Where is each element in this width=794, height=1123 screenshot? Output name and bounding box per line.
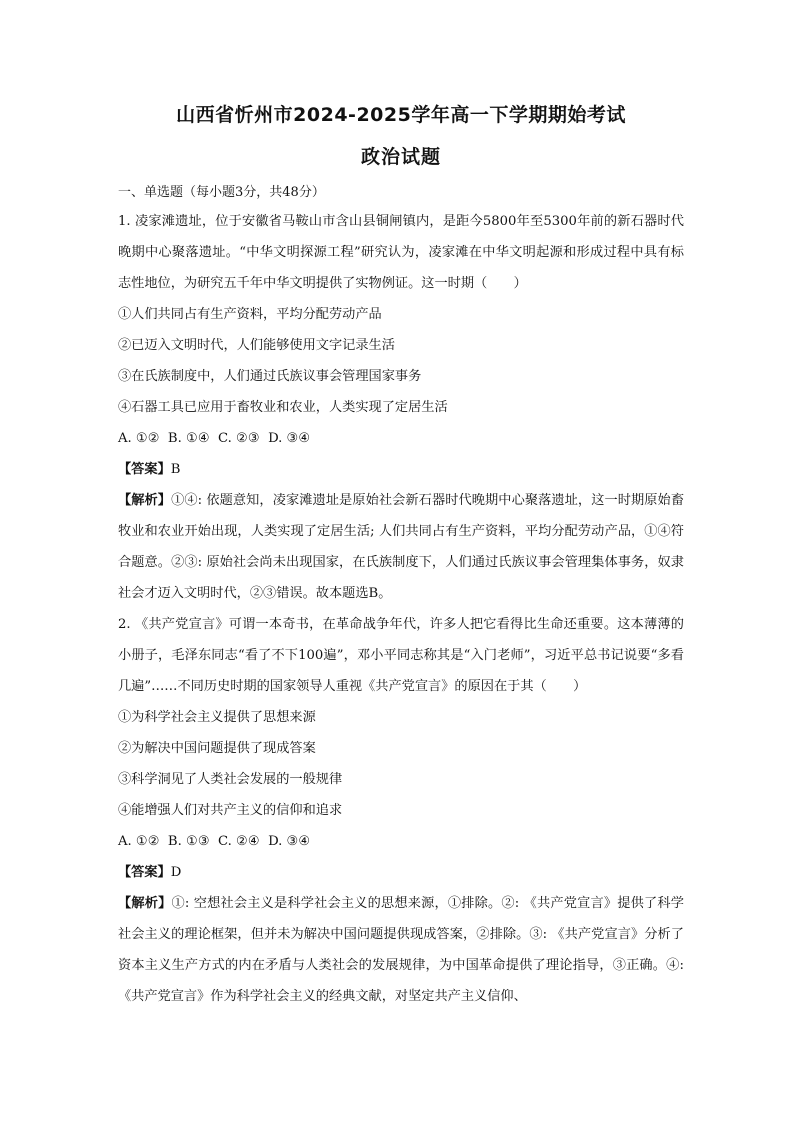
answer-label: 【答案】 xyxy=(118,462,171,477)
question-1-answer xyxy=(118,454,684,485)
question-2-option-3: ③科学洞见了人类社会发展的一般规律 xyxy=(118,772,343,787)
exam-subtitle: 政治试题 xyxy=(360,146,441,168)
exam-title: 山西省忻州市2024-2025学年高一下学期期始考试 xyxy=(176,104,626,126)
question-1-option-1: ①人们共同占有生产资料，平均分配劳动产品 xyxy=(118,307,382,322)
answer-value: B xyxy=(170,462,181,477)
question-2-choices: A. ①② B. ①③ C. ②④ D. ③④ xyxy=(118,834,311,849)
exam-page xyxy=(118,100,684,1012)
question-1-choices: A. ①② B. ①④ C. ②③ D. ③④ xyxy=(118,431,311,446)
question-2-answer xyxy=(118,857,684,888)
question-2-option-4: ④能增强人们对共产主义的信仰和追求 xyxy=(118,803,343,818)
question-2 xyxy=(118,609,684,1012)
question-1-option-4: ④石器工具已应用于畜牧业和农业，人类实现了定居生活 xyxy=(118,400,448,415)
question-2-analysis xyxy=(118,888,684,1012)
question-1-stem: 1. 凌家滩遗址，位于安徽省马鞍山市含山县铜闸镇内，是距今5800年至5300年前的新石器时代晚期中心聚落遗址。“中华文明探源工程”研究认为，凌家滩在中华文明起源和形成过程中具有标志性地位，为研究五千年中华文明提供了实物例证。这一时期（ ） xyxy=(118,214,684,291)
question-1-analysis xyxy=(118,485,684,609)
section-heading: 一、单选题（每小题3分，共48分） xyxy=(118,185,325,200)
question-1-option-3: ③在氏族制度中，人们通过氏族议事会管理国家事务 xyxy=(118,369,422,384)
analysis-label: 【解析】 xyxy=(118,896,172,911)
analysis-text: ①④: 依题意知，凌家滩遗址是原始社会新石器时代晚期中心聚落遗址，这一时期原始畜牧业和农业开始出现，人类实现了定居生活; 人们共同占有生产资料，平均分配劳动产品，①④符合题意。②③: 原始社会尚未出现国家，在氏族制度下，人们通过氏族议事会管理集体事务，奴隶社会才迈入文明时代，②③错误。故本题选B。 xyxy=(118,493,685,601)
answer-label: 【答案】 xyxy=(118,865,171,880)
question-2-option-2: ②为解决中国问题提供了现成答案 xyxy=(118,741,316,756)
analysis-text: ①: 空想社会主义是科学社会主义的思想来源，①排除。②: 《共产党宣言》提供了科学社会主义的理论框架，但并未为解决中国问题提供现成答案，②排除。③: 《共产党宣言》分析了资本主义生产方式的内在矛盾与人类社会的发展规律，为中国革命提供了理论指导，③正确。④: 《共产党宣言》作为科学社会主义的经典文献，对坚定共产主义信仰、 xyxy=(118,896,684,1004)
question-2-stem: 2. 《共产党宣言》可谓一本奇书，在革命战争年代，许多人把它看得比生命还重要。这本薄薄的小册子，毛泽东同志“看了不下100遍”，邓小平同志称其是“入门老师”，习近平总书记说要“多看几遍”……不同历史时期的国家领导人重视《共产党宣言》的原因在于其（ ） xyxy=(118,617,684,694)
answer-value: D xyxy=(170,865,182,880)
analysis-label: 【解析】 xyxy=(118,493,172,508)
question-1 xyxy=(118,206,684,609)
question-1-option-2: ②已迈入文明时代，人们能够使用文字记录生活 xyxy=(118,338,395,353)
question-2-option-1: ①为科学社会主义提供了思想来源 xyxy=(118,710,316,725)
